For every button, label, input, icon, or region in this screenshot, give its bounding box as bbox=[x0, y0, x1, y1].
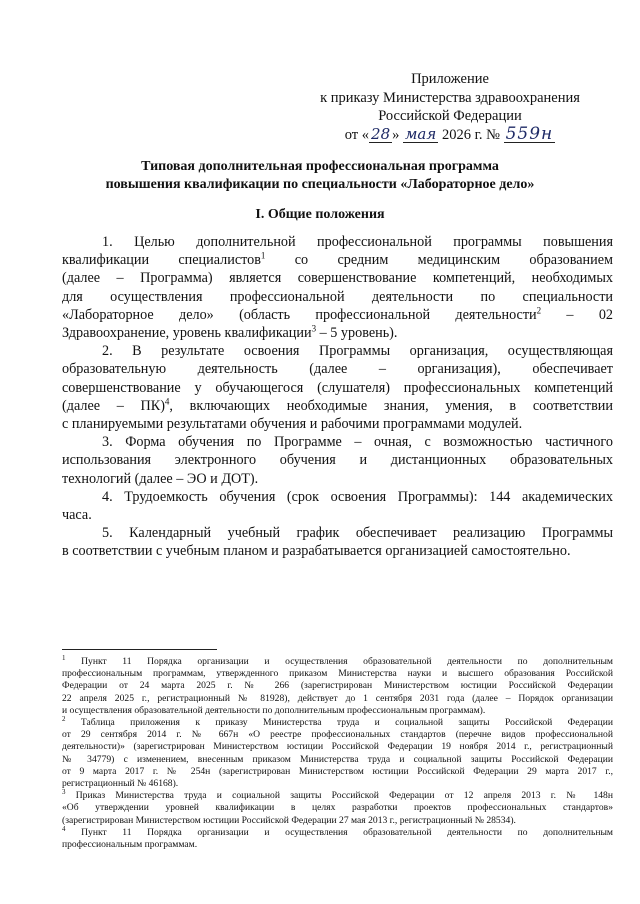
footnote-line: № 34779) с изменением, внесенным приказом Министерства труда и социальной защиты Российской Федерации bbox=[62, 753, 613, 765]
header-order-reference: к приказу Министерства здравоохранения bbox=[320, 89, 580, 106]
footnote-line bbox=[62, 653, 613, 668]
handwritten-order-number: 559н bbox=[505, 123, 554, 144]
footnote-line: профессиональным программам, утвержденного приказом Министерства науки и высшего образования Российской bbox=[62, 668, 613, 680]
footnote-separator bbox=[62, 649, 217, 650]
footnote-line: «Об утверждении уровней квалификации в целях разработки проектов профессиональных стандартов» bbox=[62, 802, 613, 814]
title-line-1: Типовая дополнительная профессиональная программа bbox=[141, 159, 499, 174]
footnote-line: от 9 марта 2017 г. № 254н (зарегистрирован Министерством юстиции Российской Федерации 29 марта 2017 г., bbox=[62, 765, 613, 777]
header-country: Российской Федерации bbox=[378, 108, 522, 124]
text-segment: , включающих необходимые знания, умения, в соответствии bbox=[169, 397, 613, 414]
text-line: часа. bbox=[62, 507, 92, 524]
footnote-line: регистрационный № 46168). bbox=[62, 778, 179, 790]
text-segment: «Лабораторное дело» (область профессиональной деятельности bbox=[62, 306, 537, 323]
text-line: 4. Трудоемкость обучения (срок освоения Программы): 144 академических bbox=[102, 488, 613, 505]
footnote-line bbox=[62, 714, 613, 729]
footnote-line: деятельности)» (зарегистрирован Министерством юстиции Российской Федерации 19 ноября 2014 г., регистрационный bbox=[62, 741, 613, 753]
text-segment: со средним медицинским образованием bbox=[265, 252, 613, 269]
footnote-ref-2: 2 bbox=[536, 305, 542, 316]
footnotes bbox=[62, 653, 613, 851]
document-body bbox=[62, 233, 613, 561]
text-line bbox=[62, 397, 613, 415]
paragraph-3 bbox=[62, 433, 613, 488]
text-line: использования электронного обучения и дистанционных образовательных bbox=[62, 452, 613, 469]
footnote-number: 1 bbox=[62, 653, 66, 662]
text-segment: Здравоохранение, уровень квалификации bbox=[62, 325, 312, 342]
text-line: технологий (далее – ЭО и ДОТ). bbox=[62, 470, 259, 487]
footnote-ref-4: 4 bbox=[164, 396, 170, 407]
text-segment: квалификации специалистов bbox=[62, 252, 261, 269]
text-segment: (далее – ПК) bbox=[62, 397, 165, 414]
footnote-1 bbox=[62, 653, 613, 717]
text-line: образовательную деятельность (далее – организация), обеспечивает bbox=[62, 361, 613, 378]
section-heading: I. Общие положения bbox=[255, 207, 385, 222]
text-line: для осуществления профессиональной деятельности по специальности bbox=[62, 288, 613, 305]
handwritten-day: 28 bbox=[371, 124, 391, 143]
footnote-2 bbox=[62, 714, 613, 790]
footnote-line: от 29 сентября 2014 г. № 667н «О реестре профессиональных стандартов (перечне видов профессиональной bbox=[62, 729, 613, 741]
text-line: с планируемыми результатами обучения и рабочими программами модулей. bbox=[62, 416, 523, 433]
text-line: 5. Календарный учебный график обеспечивает реализацию Программы bbox=[102, 525, 613, 542]
footnote-4 bbox=[62, 824, 613, 851]
text-line: совершенствование у обучающегося (слушателя) профессиональных компетенций bbox=[62, 379, 613, 396]
handwritten-month: мая bbox=[405, 124, 437, 143]
text-segment: – 02 bbox=[541, 306, 613, 323]
title-line-2: повышения квалификации по специальности «Лабораторное дело» bbox=[105, 177, 535, 192]
footnote-line: и осуществления образовательной деятельности по дополнительным профессиональным программам). bbox=[62, 704, 486, 716]
date-prefix: от « bbox=[344, 126, 370, 143]
text-line bbox=[62, 251, 613, 269]
footnote-number: 3 bbox=[62, 788, 66, 797]
footnote-line: Федерации от 24 марта 2025 г. № 266 (зарегистрирован Министерством юстиции Российской Федерации bbox=[62, 680, 613, 692]
header-appendix-label: Приложение bbox=[411, 71, 489, 87]
text-line: 3. Форма обучения по Программе – очная, с возможностью частичного bbox=[102, 434, 613, 451]
text-line bbox=[62, 324, 613, 342]
text-line: в соответствии с учебным планом и разрабатывается организацией самостоятельно. bbox=[62, 543, 571, 560]
footnote-line: 22 апреля 2025 г., регистрационный № 81928), действует до 1 сентября 2031 года (далее – Порядок организации bbox=[62, 692, 613, 704]
footnote-ref-1: 1 bbox=[260, 250, 266, 261]
text-line bbox=[62, 306, 613, 324]
paragraph-1 bbox=[62, 233, 613, 342]
text-segment: Пункт 11 Порядка организации и осуществления образовательной деятельности по дополнительным bbox=[65, 656, 613, 667]
text-line: 1. Целью дополнительной профессиональной программы повышения bbox=[102, 234, 613, 250]
date-year: 2026 г. № bbox=[441, 126, 500, 143]
paragraph-4 bbox=[62, 488, 613, 524]
text-segment: – 5 уровень). bbox=[316, 325, 398, 342]
footnote-line bbox=[62, 790, 613, 802]
text-line: (далее – Программа) является совершенствование компетенций, необходимых bbox=[62, 270, 613, 287]
paragraph-2 bbox=[62, 342, 613, 433]
footnote-3 bbox=[62, 790, 613, 827]
text-segment: Пункт 11 Порядка организации и осуществления образовательной деятельности по дополнительным bbox=[65, 826, 613, 838]
paragraph-5 bbox=[62, 524, 613, 560]
footnote-number: 2 bbox=[62, 714, 66, 723]
footnote-line bbox=[62, 824, 613, 839]
footnote-line: профессиональным программам. bbox=[62, 839, 198, 851]
header-date-line bbox=[300, 123, 600, 145]
text-segment: Приказ Министерства труда и социальной защиты Российской Федерации от 12 апреля 2013 г. № 148н bbox=[65, 790, 613, 802]
date-separator: » bbox=[392, 126, 400, 143]
footnote-line: (зарегистрирован Министерством юстиции Российской Федерации 27 мая 2013 г., регистрационный № 28534). bbox=[62, 814, 516, 826]
text-segment: Таблица приложения к приказу Министерства труда и социальной защиты Российской Федерации bbox=[65, 717, 613, 729]
document-title bbox=[40, 158, 600, 194]
footnote-ref-3: 3 bbox=[311, 323, 317, 334]
approval-header bbox=[300, 70, 600, 144]
footnote-number: 4 bbox=[62, 824, 66, 833]
text-line: 2. В результате освоения Программы организация, осуществляющая bbox=[102, 343, 613, 360]
